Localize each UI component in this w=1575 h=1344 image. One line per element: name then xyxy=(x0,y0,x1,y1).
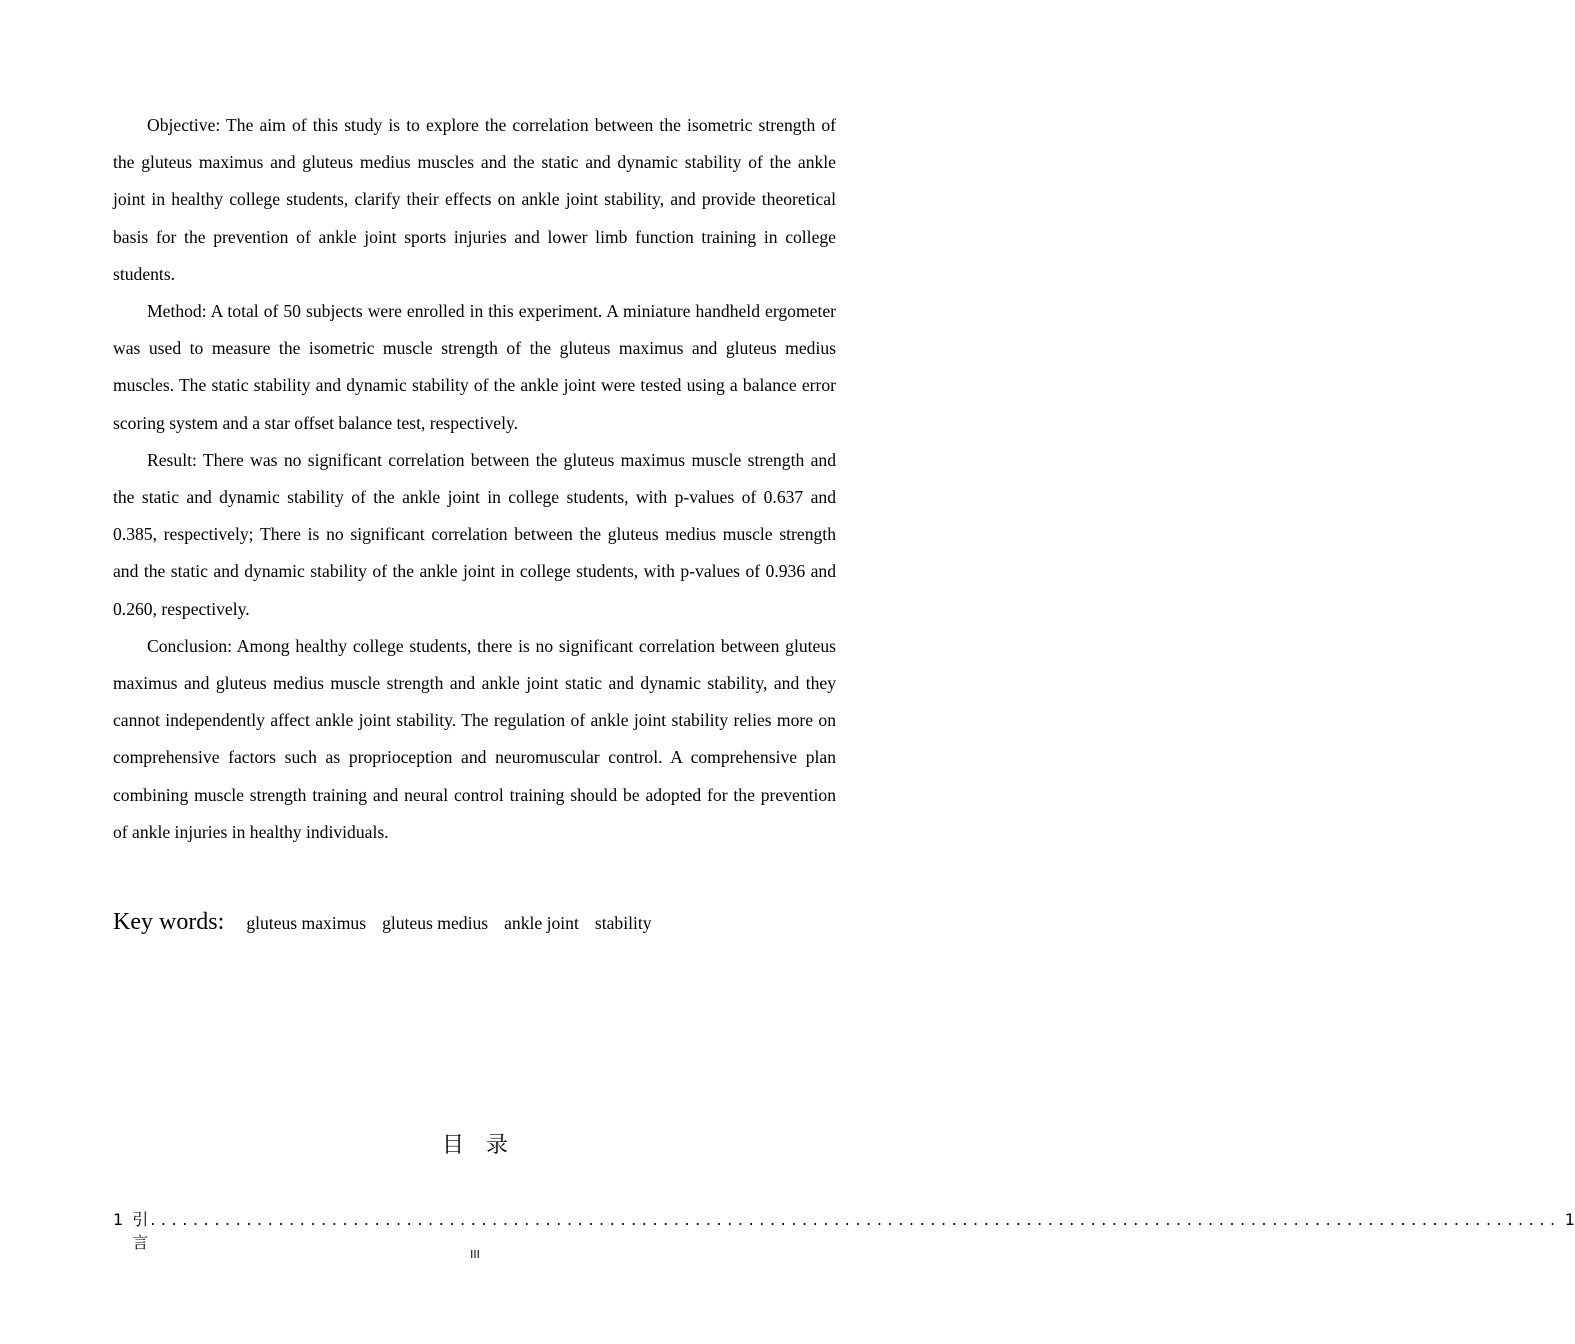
toc-entry[interactable] xyxy=(113,1207,1575,1252)
keywords-label: Key words: xyxy=(113,909,225,935)
toc-entry-title: 引言 xyxy=(132,1210,149,1252)
keyword-term: gluteus medius xyxy=(382,913,489,933)
abstract-method: Method: A total of 50 subjects were enrolled in this experiment. A miniature handheld ergometer was used to measure the isometric muscle strength of the gluteus maximus and gluteus medius muscles. The static stability and dynamic stability of the ankle joint were tested using a balance error scoring system and a star offset balance test, respectively. xyxy=(113,301,836,433)
toc-entry-page: 1 xyxy=(1564,1210,1575,1229)
abstract-conclusion: Conclusion: Among healthy college students, there is no significant correlation between gluteus maximus and gluteus medius muscle strength and ankle joint static and dynamic stability, and they cannot independently affect ankle joint stability. The regulation of ankle joint stability relies more on comprehensive factors such as proprioception and neuromuscular control. A comprehensive plan combining muscle strength training and neural control training should be adopted for the prevention of ankle injuries in healthy individuals. xyxy=(113,635,836,842)
keyword-term: stability xyxy=(594,913,652,933)
keyword-term: gluteus maximus xyxy=(246,913,367,933)
page-number: III xyxy=(470,1248,480,1261)
abstract-objective: Objective: The aim of this study is to explore the correlation between the isometric strength of the gluteus maximus and gluteus medius muscles and the static and dynamic stability of the ankle joint in healthy college students, clarify their effects on ankle joint stability, and provide theoretical basis for the prevention of ankle joint sports injuries and lower limb function training in college students. xyxy=(113,115,836,284)
toc-dot-leader: .................................................................................................................................... xyxy=(150,1210,1561,1229)
abstract-result: Result: There was no significant correlation between the gluteus maximus muscle strength and the static and dynamic stability of the ankle joint in college students, with p-values of 0.637 and 0.385, respectively; There is no significant correlation between the gluteus medius muscle strength and the static and dynamic stability of the ankle joint in college students, with p-values of 0.936 and 0.260, respectively. xyxy=(113,449,836,619)
english-abstract xyxy=(113,107,836,851)
toc-title: 目录 xyxy=(441,1133,530,1158)
keyword-term: ankle joint xyxy=(504,913,579,933)
toc-entry-number: 1 xyxy=(113,1210,124,1229)
keywords-line xyxy=(113,909,836,936)
